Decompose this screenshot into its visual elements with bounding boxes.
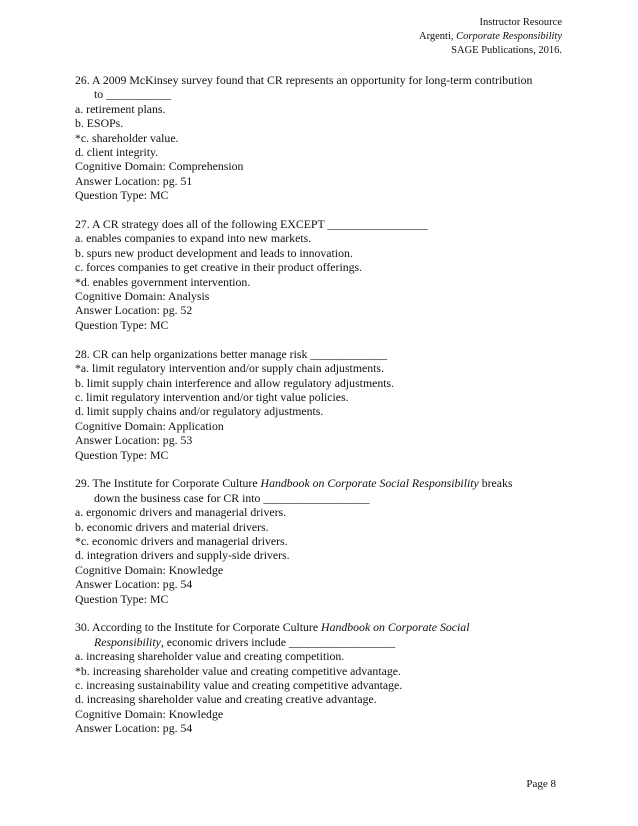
question-stem: 29. The Institute for Corporate Culture Handbook on Corporate Social Responsibility breaks down the business case for CR into __________________ [75,476,513,505]
question-26 [75,73,575,203]
option-b: b. ESOPs. [75,116,124,131]
handbook-title-cont: Responsibility [94,634,161,649]
option-c: c. increasing sustainability value and creating competitive advantage. [75,678,403,692]
option-b: b. limit supply chain interference and allow regulatory adjustments. [75,375,395,390]
header-citation-line [419,30,562,44]
option-a: a. enables companies to expand into new markets. [75,231,312,246]
question-27 [75,217,575,332]
option-b: *b. increasing shareholder value and creating competitive advantage. [75,663,401,678]
question-stem: 28. CR can help organizations better manage risk _____________ [75,346,388,361]
question-29 [75,476,575,606]
option-d: *d. enables government intervention. [75,274,251,289]
answer-location: Answer Location: pg. 51 [75,173,193,188]
option-c: *c. shareholder value. [75,130,179,145]
option-d: d. integration drivers and supply-side drivers. [75,548,290,563]
option-a: a. retirement plans. [75,101,166,116]
answer-location: Answer Location: pg. 54 [75,577,193,592]
cognitive-domain: Cognitive Domain: Analysis [75,289,210,304]
option-b: b. economic drivers and material drivers. [75,519,269,534]
header-publisher-line: SAGE Publications, 2016. [451,45,562,56]
question-28 [75,347,575,462]
cognitive-domain: Cognitive Domain: Comprehension [75,159,244,174]
handbook-title: Handbook on Corporate Social Responsibility [260,476,479,491]
option-d: d. increasing shareholder value and creating creative advantage. [75,692,377,707]
cognitive-domain: Cognitive Domain: Knowledge [75,706,224,721]
header-resource-line: Instructor Resource [479,17,562,28]
question-type: Question Type: MC [75,317,169,332]
question-stem: 27. A CR strategy does all of the following EXCEPT _________________ [75,217,428,232]
question-list [75,73,575,750]
option-d: d. client integrity. [75,145,159,160]
option-c: c. limit regulatory intervention and/or tight value policies. [75,389,349,404]
question-stem: 26. A 2009 McKinsey survey found that CR represents an opportunity for long-term contribution to ___________ [75,73,533,102]
header-author: Argenti, [418,31,457,42]
option-c: *c. economic drivers and managerial drivers. [75,533,288,548]
question-type: Question Type: MC [75,188,169,203]
question-type: Question Type: MC [75,447,169,462]
question-type: Question Type: MC [75,591,169,606]
question-30 [75,620,575,735]
header-book-title: Corporate Responsibility [456,31,562,42]
option-a: a. increasing shareholder value and creating competition. [75,649,345,664]
question-stem: 30. According to the Institute for Corporate Culture Handbook on Corporate Social Responsibility, economic drivers include __________________ [75,620,470,649]
option-d: d. limit supply chains and/or regulatory adjustments. [75,404,324,419]
option-c: c. forces companies to get creative in their product offerings. [75,260,363,275]
page-header [419,16,562,58]
answer-location: Answer Location: pg. 53 [75,433,193,448]
handbook-title: Handbook on Corporate Social [321,620,470,635]
page-number: Page 8 [526,778,556,790]
cognitive-domain: Cognitive Domain: Knowledge [75,562,224,577]
cognitive-domain: Cognitive Domain: Application [75,418,224,433]
answer-location: Answer Location: pg. 52 [75,303,193,318]
option-b: b. spurs new product development and leads to innovation. [75,245,353,260]
option-a: *a. limit regulatory intervention and/or supply chain adjustments. [75,361,384,376]
answer-location: Answer Location: pg. 54 [75,721,193,736]
option-a: a. ergonomic drivers and managerial drivers. [75,505,287,520]
